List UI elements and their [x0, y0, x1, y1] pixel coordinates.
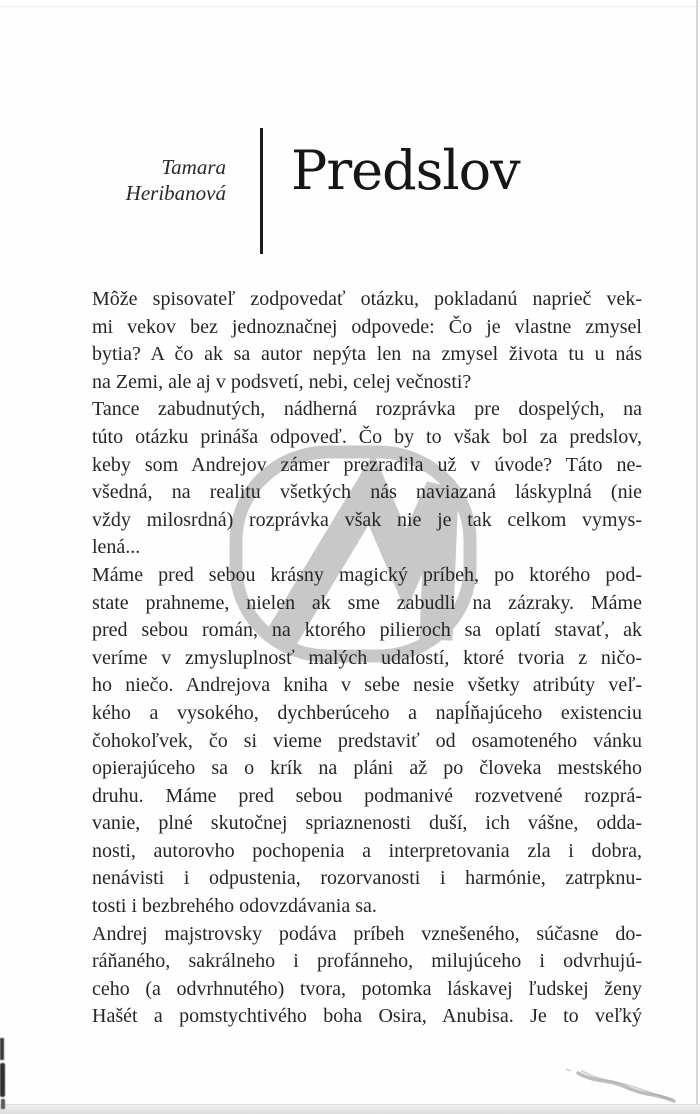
text-line: ho niečo. Andrejova kniha v sebe nesie všetky atribúty veľ-: [92, 674, 642, 697]
author-first-name: Tamara: [161, 155, 226, 179]
text-line: kého a vysokého, dychberúceho a napĺňajúceho existenciu: [92, 701, 642, 724]
header-divider-line: [260, 128, 263, 254]
text-line: Andrej majstrovsky podáva príbeh vznešeného, súčasne do-: [92, 922, 642, 945]
scan-smudge: [0, 1063, 5, 1097]
scan-bottom-shadow: [0, 1104, 700, 1114]
text-line: druhu. Máme pred sebou podmanivé rozvetvené rozprá-: [92, 784, 642, 807]
text-line: ráňaného, sakrálneho i profánneho, milujúceho i odvrhujú-: [92, 950, 642, 973]
text-line: bytia? A čo ak sa autor nepýta len na zmysel života tu u nás: [92, 343, 642, 366]
text-line: opierajúceho sa o krík na pláni až po človeka mestského: [92, 757, 642, 780]
text-line: Tance zabudnutých, nádherná rozprávka pre dospelých, na: [92, 398, 642, 421]
pencil-scribble-mark: [560, 1055, 700, 1110]
chapter-title: Predslov: [291, 139, 520, 202]
scan-page-edge: [696, 0, 698, 1114]
text-line: vanie, plné skutočnej spriaznenosti duší, ich vášne, odda-: [92, 812, 642, 835]
text-line: lená...: [92, 536, 141, 559]
text-line: Máme pred sebou krásny magický príbeh, po ktorého pod-: [92, 563, 642, 586]
author-name: [58, 154, 226, 206]
body-text: [92, 286, 642, 1031]
scan-top-edge: [0, 6, 700, 7]
text-line: všedná, na realitu všetkých nás naviazaná láskyplná (nie: [92, 481, 642, 504]
scan-smudge: [1, 1099, 5, 1109]
text-line: veríme v zmysluplnosť malých udalostí, ktoré tvoria z ničo-: [92, 646, 642, 669]
text-line: Môže spisovateľ zodpovedať otázku, pokladanú naprieč vek-: [92, 288, 642, 310]
text-line: na Zemi, ale aj v podsvetí, nebi, celej večnosti?: [92, 370, 472, 393]
author-last-name: Heribanová: [125, 181, 226, 205]
text-line: pred sebou román, na ktorého pilieroch sa oplatí stavať, ak: [92, 619, 642, 642]
text-line: tosti i bezbrehého odovzdávania sa.: [92, 895, 377, 918]
text-line: state prahneme, nielen ak sme zabudli na zázraky. Máme: [92, 591, 642, 614]
text-line: mi vekov bez jednoznačnej odpovede: Čo je vlastne zmysel: [92, 315, 642, 338]
scan-smudge: [0, 1038, 4, 1060]
text-line: keby som Andrejov zámer prezradila už v úvode? Táto ne-: [92, 453, 642, 476]
text-line: nenávisti i odpustenia, rozorvanosti i harmónie, zatrpknu-: [92, 867, 642, 890]
text-line: Hašét a pomstychtivého boha Osira, Anubisa. Je to veľký: [92, 1005, 642, 1028]
text-line: nosti, autorovho pochopenia a interpretovania zla i dobra,: [92, 839, 642, 862]
text-line: ceho (a odvrhnutého) tvora, potomka láskavej ľudskej ženy: [92, 977, 642, 1000]
text-line: čohokoľvek, čo si vieme predstaviť od osamoteného vánku: [92, 729, 642, 752]
text-line: vždy milosrdná) rozprávka však nie je tak celkom vymys-: [92, 508, 642, 531]
text-line: túto otázku prináša odpoveď. Čo by to však bol za predslov,: [92, 425, 642, 448]
